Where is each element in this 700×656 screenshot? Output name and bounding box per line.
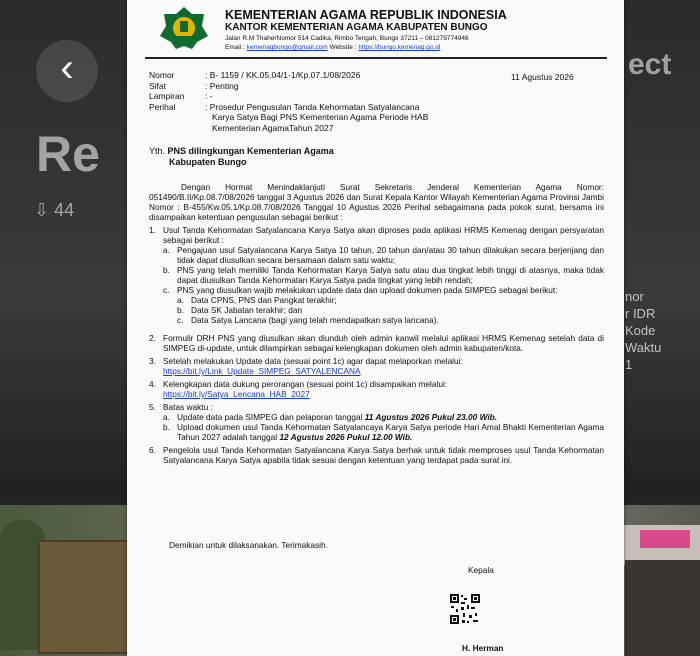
kemenag-logo-icon xyxy=(159,6,209,50)
qr-code-icon xyxy=(449,593,481,625)
letter-number: : B- 1159 / KK.05.04/1-1/Kp.07.1/08/2026 xyxy=(205,70,361,80)
letterhead-divider xyxy=(145,57,607,59)
chevron-left-icon: ‹ xyxy=(60,46,74,90)
list-item: 3. Setelah melakukan Update data (sesuai point 1c) agar dapat melaporkan melalui: https://bit.ly/Link_Update_SIMPEG_SATYALENCANA xyxy=(149,356,463,376)
office-address: Jalan R.M ThaherNomor 514 Cadika, Rimbo Tengah, Bungo 37211 – 081279774946 xyxy=(225,35,469,42)
email-link[interactable]: kemenagbungo@gmail.com xyxy=(246,44,328,51)
background-word: ect xyxy=(628,48,672,81)
back-button[interactable] xyxy=(36,40,98,102)
recipient: Yth. PNS dilingkungan Kementerian Agama Kabupaten Bungo xyxy=(149,146,334,167)
background-banner xyxy=(640,530,690,548)
background-truck xyxy=(38,540,132,654)
list-item: 4. Kelengkapan data dukung perorangan (sesuai point 1c) disampaikan melalui: https://bit.ly/Satya_Lencana_HAB_2027 xyxy=(149,379,448,399)
background-title: Re xyxy=(36,126,100,182)
letterhead xyxy=(225,8,605,52)
closing-text: Demikian untuk dilaksanakan. Terimakasih. xyxy=(169,540,328,550)
list-item: 1. Usul Tanda Kehormatan Satyalancana Karya Satya akan diproses pada aplikasi HRMS Kemenag dengan persyaratan sebagai berikut : xyxy=(149,225,604,245)
signer-name: H. Herman xyxy=(462,643,504,653)
ministry-name: KEMENTERIAN AGAMA REPUBLIK INDONESIA xyxy=(225,8,507,22)
list-item: 6. Pengelola usul Tanda Kehormatan Satyalancana Karya Satya berhak untuk tidak memproses usul Tanda Kehormatan Satyalancana Karya Satya apabila tidak sesuai dengan ketentuan yang terdapat pada surat ini. xyxy=(149,445,604,465)
letter-meta: Nomor : B- 1159 / KK.05.04/1-1/Kp.07.1/08/2026 Sifat : Penting Lampiran : - Perihal : Prosedur Pengusulan Tanda Kehormatan Satyalancana Karya Satya Bagi PNS Kementerian Agama Periode HAB Kementerian AgamaTahun 2027 xyxy=(149,70,512,133)
update-simpeg-link[interactable]: https://bit.ly/Link_Update_SIMPEG_SATYALENCANA xyxy=(163,366,361,376)
satya-lencana-link[interactable]: https://bit.ly/Satya_Lencana_HAB_2027 xyxy=(163,389,310,399)
background-people xyxy=(625,560,700,656)
signer-title: Kepala xyxy=(468,565,494,575)
letter-document xyxy=(127,0,624,656)
opening-paragraph: Dengan Hormat Menindaklanjuti Surat Sekretaris Jenderal Kementerian Agama Nomor: 051490/B.II/Kp.08.7/08/2026 tanggal 3 Agustus 2026 dan Surat Kepala Kantor Wilayah Kementerian Agama Provinsi Jambi Nomor : B-455/Kw.05.1/Kp.08.7/08/2026 Tanggal 10 Agustus 2026 Perihal sebagaimana pada pokok surat, bersama ini disampaikan ketentuan pengusulan sebagai berikut : xyxy=(149,182,604,222)
office-name: KANTOR KEMENTERIAN AGAMA KABUPATEN BUNGO xyxy=(225,22,488,33)
office-contacts: Email : kemenagbungo@gmail.com Website : https://bungo.kemenag.go.id xyxy=(225,44,441,51)
background-count: ⇩ 44 xyxy=(34,200,75,220)
letter-body: Dengan Hormat Menindaklanjuti Surat Sekretaris Jenderal Kementerian Agama Nomor: 051490/B.II/Kp.08.7/08/2026 tanggal 3 Agustus 2026 dan Surat Kepala Kantor Wilayah Kementerian Agama Provinsi Jambi Nomor : B-455/Kw.05.1/Kp.08.7/08/2026 Tanggal 10 Agustus 2026 Perihal sebagaimana pada pokok surat, bersama ini disampaikan ketentuan pengusulan sebagai berikut : 1. Usul Tanda Kehormatan Satyalancana Karya Satya akan diproses pada aplikasi HRMS Kemenag dengan persyaratan sebagai berikut : a. Pengajuan usul Satyalancana Karya Satya 10 tahun, 20 tahun dan/atau 30 tahun dilakukan secara berjenjang dan tidak dapat diusulkan secara bersamaan dalam satu waktu; b. PNS yang telah memiliki Tanda Kehormatan Karya Satya satu atau dua tingkat lebih tinggi di atasnya, maka tidak dapat diusulkan Tanda Kehormatan Karya Satya pada tingkat yang lebih rendah; c. PNS yang diusulkan wajib melakukan update data dan upload dokumen pada SIMPEG sebagai berikut: a. Data CPNS, PNS dan Pangkat terakhir; b. Data SK Jabatan terakhir; dan c. Data Satya Lancana (bagi yang telah mendapatkan satya lancana). 2. Formulir DRH PNS yang diusulkan akan diunduh oleh admin kanwil melalui aplikasi HRMS Kemenag setelah data di SIMPEG di-update, untuk dilampirkan sebagai kelengkapan dokumen oleh admin kabupaten/kota. 3. Setelah melakukan Update data (sesuai point 1c) agar dapat melaporkan melalui: https://bit.ly/Link_Update_SIMPEG_SATYALENCANA 4. Kelengkapan data dukung perorangan (sesuai point 1c) disampaikan melalui: https://bit.ly/Satya_Lencana_HAB_2027 5. Batas waktu : a. Update data pada SIMPEG dan pelaporan tanggal 11 Agustus 2026 Pukul 23.00 Wib. b. Upload dokumen usul Tanda Kehormatan Satyalancaya Karya Satya periode Hari Amal Bhakti Kementerian Agama Tahun 2027 adalah tanggal 12 Agustus 2026 Pukul 12.00 Wib. 6. Pengelola usul Tanda Kehormatan Satyalancana Karya Satya berhak untuk tidak memproses usul Tanda Kehormatan Satyalancana Karya Satya apabila tidak sesuai dengan ketentuan yang terdapat pada surat ini. xyxy=(149,182,604,465)
letter-subject: : Prosedur Pengusulan Tanda Kehormatan Satyalancana xyxy=(205,101,420,112)
website-link[interactable]: https://bungo.kemenag.go.id xyxy=(358,44,441,51)
background-right-text: nor r IDR Kode Waktu 1 xyxy=(625,289,662,372)
list-item: 2. Formulir DRH PNS yang diusulkan akan diunduh oleh admin kanwil melalui aplikasi HRMS Kemenag setelah data di SIMPEG di-update, untuk dilampirkan sebagai kelengkapan dokumen oleh admin kabupaten/kota. xyxy=(149,333,604,353)
letter-date: 11 Agustus 2026 xyxy=(511,72,574,82)
list-item: 5. Batas waktu : xyxy=(149,402,213,412)
